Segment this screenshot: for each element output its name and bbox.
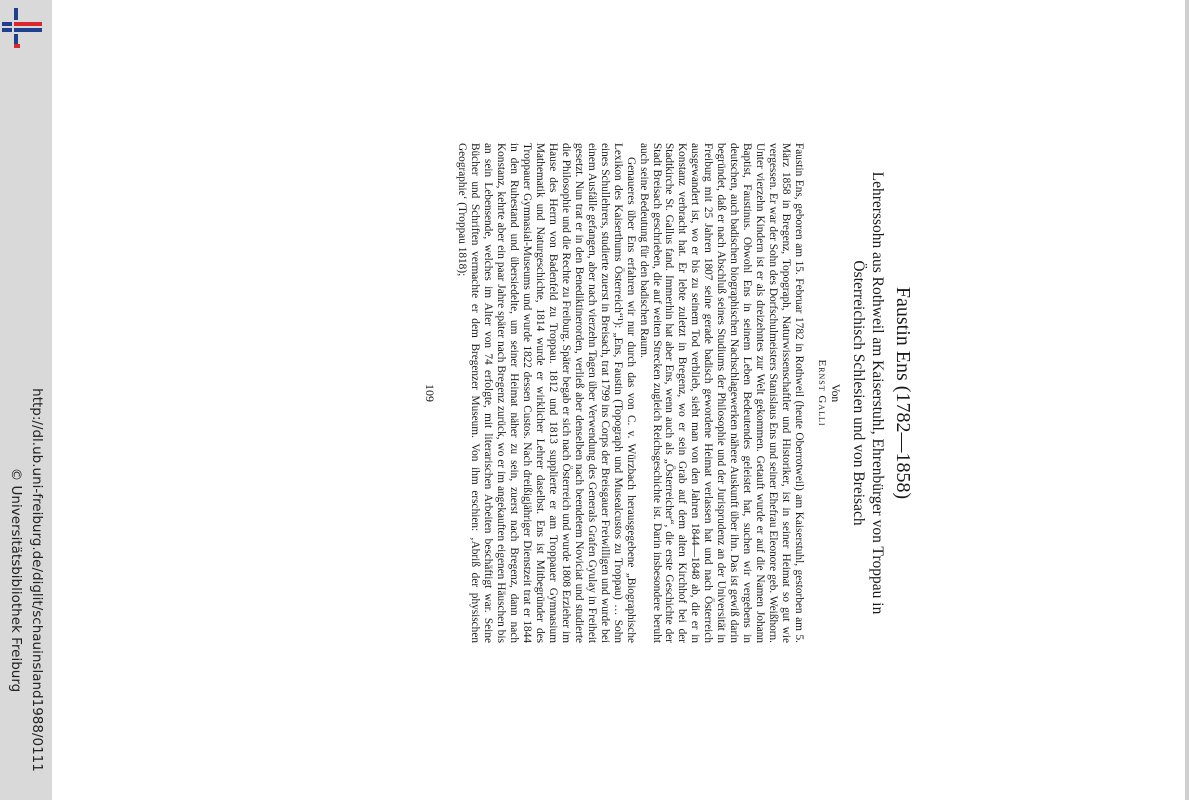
permalink-url[interactable]: http://dl.ub.uni-freiburg.de/diglit/schauinsland1988/0111 <box>29 388 45 772</box>
paragraph: Genaueres über Ens erfahren wir nur durch das von C. v. Würzbach herausgegebene „Biographische Lexikon des Kaiserthums Österreich“¹): „Ens, Faustin (Topograph und Musealcustos zu Troppau) … Sohn eines Schullehrers, studierte zuerst in Breisach, trat 1799 ins Corps der Breisgauer Freiwilligen und wurde bei einem Ausfälle gefangen, aber nach vierzehn Tagen über Verwendung des Generals Grafen Gyulay in Freiheit gesetzt. Nun trat er in den Benediktinerorden, verließ aber denselben nach beendetem Noviciat und studierte die Philosophie und die Rechte zu Freiburg. Später begab er sich nach Österreich und wurde 1808 Erzieher im Hause des Herrn von Badenfeld zu Troppau. 1812 und 1813 supplierte er am Troppauer Gymnasium Mathematik und Naturgeschichte, 1814 wurde er wirklicher Lehrer daselbst. Ens ist Mitbegründer des Troppauer Gymnasial-Museums und wurde 1822 dessen Custos. Nach dreißigjähriger Dienstzeit trat er 1844 in den Ruhestand und übersiedelte, um seiner Heimat näher zu sein, zuerst nach Bregenz, dann nach Konstanz, kehrte aber ein paar Jahre später nach Bregenz zurück, wo er im angekauften eigenen Häuschen bis an sein Lebensende, welches im Alter von 74 erfolgte, mit literarischen Arbeiten beschäftigt war. Seine Bücher und Schriften vermachte er dem Bregenzer Museum. Von ihm erschien: ‚Abriß der physischen Geographie‘ (Troppau 1818); <box>456 143 637 643</box>
page-number: 109 <box>423 384 438 402</box>
copyright-notice: © Universitätsbibliothek Freiburg <box>8 467 24 693</box>
citation-block <box>0 0 52 800</box>
article-body <box>455 143 805 643</box>
by-label: Von <box>829 383 841 403</box>
author-name: Ernst Galli <box>816 359 828 427</box>
paragraph: Faustin Ens, geboren am 15. Februar 1782 in Rothweil (heute Oberrotweil) am Kaiserstuhl, gestorben am 5. März 1858 in Bregenz, Topograph, Naturwissenschaftler und Historiker, ist in seiner Heimat so gut wie vergessen. Er war der Sohn des Dorfschulmeisters Stanislaus Ens und seiner Ehefrau Eleonore geb. Weißhorn. Unter vierzehn Kindern ist er als dreizehntes zur Welt gekommen. Getauft wurde er auf die Namen Johann Baptist, Faustinus. Obwohl Ens in seinem Leben Bedeutendes geleistet hat, suchen wir vergebens in deutschen, auch badischen biographischen Nachschlagewerken nähere Auskunft über ihn. Das ist gewiß darin begründet, daß er nach Abschluß seines Studiums der Philosophie und der Jurisprudenz an der Universität in Freiburg mit 25 Jahren 1807 seine gerade badisch gewordene Heimat verlassen hat und nach Österreich ausgewandert ist, wo er bis zu seinem Tod verblieb, sieht man von den Jahren 1844—1848 ab, die er in Konstanz verbracht hat. Er lebte zuletzt in Bregenz, wo er sein Grab auf dem alten Kirchhof bei der Stadtkirche St. Gallus fand. Immerhin hat aber Ens, wenn auch als „Österreicher“, die erste Geschichte der Stadt Breisach geschrieben, die auf weiten Strecken zugleich Reichsgeschichte ist. Darin insbesondere beruht auch seine Bedeutung für den badischen Raum. <box>637 143 805 643</box>
scrollbar-edge[interactable] <box>1185 0 1189 800</box>
scanned-page <box>235 143 915 643</box>
article-title: Faustin Ens (1782—1858) <box>892 286 914 500</box>
article-subtitle: Lehrerssohn aus Rothweil am Kaiserstuhl, Ehrenbürger von Troppau in Österreichisch Schlesien und von Breisach <box>850 171 886 615</box>
